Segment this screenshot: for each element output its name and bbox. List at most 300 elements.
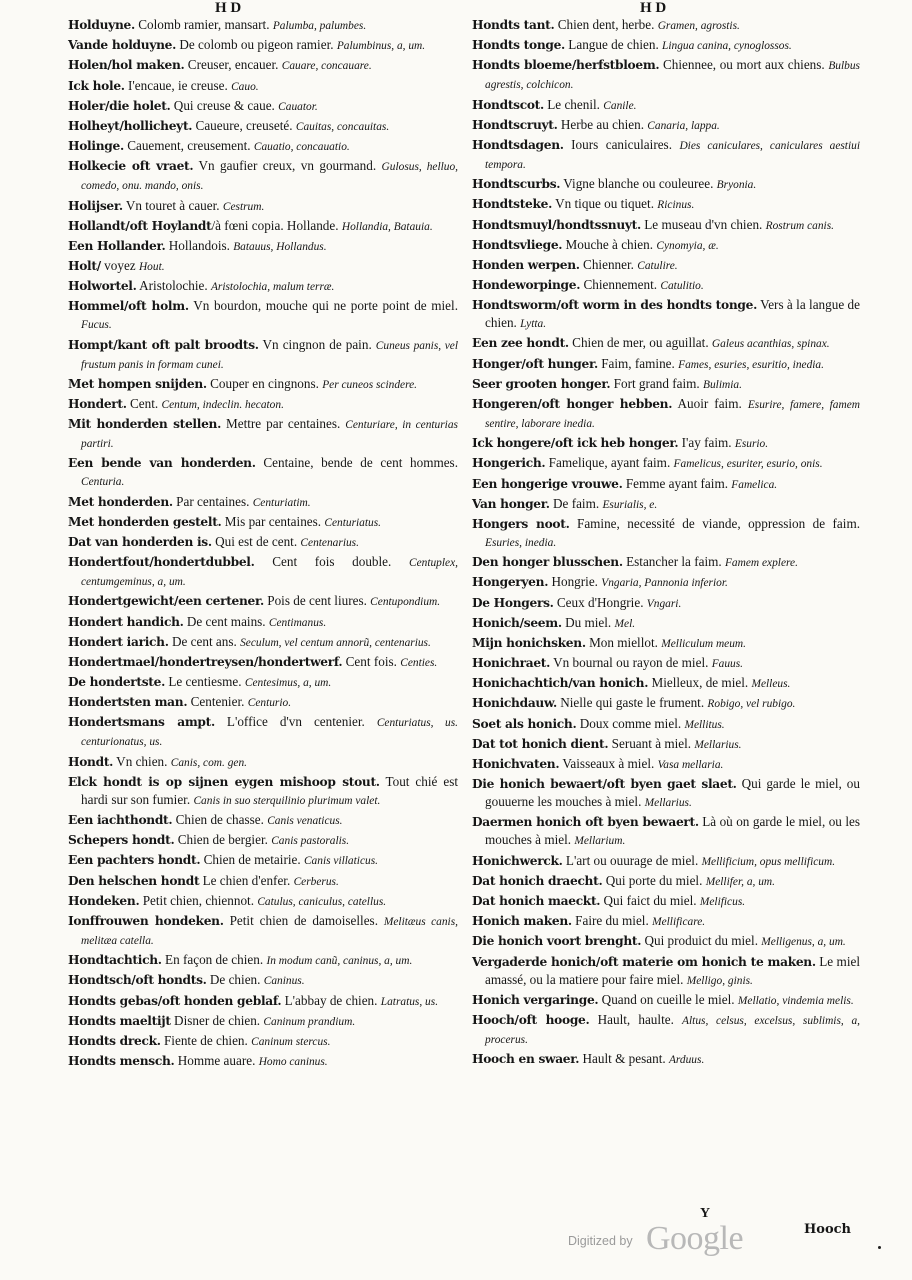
latin-gloss: Altus, celsus, excelsus, sublimis, a, procerus. xyxy=(485,1014,860,1046)
french-gloss: Chiennee, ou mort aux chiens. xyxy=(659,57,829,73)
latin-gloss: Famelica. xyxy=(731,478,778,491)
headword: Een hongerige vrouwe. xyxy=(472,476,623,491)
latin-gloss: Hollandia, Batauia. xyxy=(341,220,433,233)
dictionary-entry xyxy=(68,912,458,950)
dictionary-entry xyxy=(68,1052,458,1071)
dictionary-entry xyxy=(472,375,860,394)
headword: Holduyne. xyxy=(68,18,135,32)
dictionary-entry xyxy=(68,951,458,970)
dictionary-entry xyxy=(68,872,458,891)
french-gloss: Ceux d'Hongrie. xyxy=(553,594,647,610)
dictionary-entry xyxy=(68,137,458,156)
dictionary-entry xyxy=(68,673,458,692)
dictionary-entry xyxy=(68,336,458,374)
headword: Hondts mensch. xyxy=(68,1054,175,1069)
french-gloss: Hault, haulte. xyxy=(589,1011,683,1027)
french-gloss: Hollandois. xyxy=(165,237,234,253)
dictionary-entry xyxy=(68,971,458,990)
headword: Holen/hol maken. xyxy=(68,58,185,73)
latin-gloss: Vasa mellaria. xyxy=(657,759,724,771)
dictionary-entry xyxy=(472,434,860,453)
dictionary-entry xyxy=(68,513,458,532)
headword: Die honich voort brenght. xyxy=(472,934,642,949)
french-gloss: Du miel. xyxy=(561,614,615,630)
french-gloss: Colomb ramier, mansart. xyxy=(134,17,273,32)
latin-gloss: Vngari. xyxy=(646,597,682,610)
headword: Met honderden gestelt. xyxy=(68,514,222,529)
headword: Hondertgewicht/een certener. xyxy=(68,594,264,609)
latin-gloss: Cauator. xyxy=(278,100,318,113)
dictionary-entry xyxy=(68,633,458,652)
dictionary-entry xyxy=(472,674,860,693)
latin-gloss: Gramen, agrostis. xyxy=(657,20,740,32)
french-gloss: Mon miellot. xyxy=(585,634,662,650)
headword: Hondtsworm/oft worm in des hondts tonge. xyxy=(472,298,758,313)
headword: Hondtsteke. xyxy=(472,197,553,212)
dictionary-entry xyxy=(472,454,860,473)
latin-gloss: Centurio. xyxy=(247,697,292,710)
headword: Den helschen hondt xyxy=(68,873,200,888)
latin-gloss: Melificus. xyxy=(699,895,746,908)
latin-gloss: Melligo, ginis. xyxy=(686,974,753,987)
dictionary-entry xyxy=(68,851,458,870)
french-gloss: Chiennement. xyxy=(580,277,661,293)
headword: Hommel/oft holm. xyxy=(68,299,189,314)
french-gloss: Seruant à miel. xyxy=(608,735,695,751)
latin-gloss: Seculum, vel centum annorũ, centenarius. xyxy=(240,636,431,649)
latin-gloss: Centuriatus, us. centurionatus, us. xyxy=(81,717,458,749)
french-gloss: L'office d'vn centenier. xyxy=(214,714,377,730)
latin-gloss: Cynomyia, æ. xyxy=(656,239,719,252)
french-gloss: Vn cingnon de pain. xyxy=(258,336,376,352)
headword: Holwortel. xyxy=(68,279,137,294)
french-gloss: Vn bournal ou rayon de miel. xyxy=(550,655,712,671)
latin-gloss: Mellitus. xyxy=(684,718,725,731)
french-gloss: Mis par centaines. xyxy=(221,513,325,529)
latin-gloss: Bryonia. xyxy=(716,179,757,192)
latin-gloss: Canis, com. gen. xyxy=(170,756,247,769)
watermark-text: Digitized by xyxy=(568,1234,633,1248)
latin-gloss: Canis in suo sterquilinio plurimum valet. xyxy=(193,794,381,807)
french-gloss: Cent fois double. xyxy=(254,554,409,570)
french-gloss: Cauement, creusement. xyxy=(123,138,254,154)
french-gloss: Qui produict du miel. xyxy=(641,933,762,949)
dictionary-entry xyxy=(68,454,458,491)
headword: Hondtsch/oft hondts. xyxy=(68,973,207,988)
headword: Honden werpen. xyxy=(472,257,580,272)
headword: Holer/die holet. xyxy=(68,98,171,113)
dictionary-entry xyxy=(68,56,458,75)
dictionary-entry xyxy=(472,175,860,194)
latin-gloss: Catulire. xyxy=(637,259,678,272)
headword: Hondts dreck. xyxy=(68,1033,161,1048)
french-gloss: Estancher la faim. xyxy=(622,554,725,570)
headword: Hondts gebas/oft honden geblaf. xyxy=(68,993,282,1008)
french-gloss: Femme ayant faim. xyxy=(622,475,732,491)
latin-gloss: Galeus acanthias, spinax. xyxy=(711,338,830,351)
signature-mark: Y xyxy=(700,1206,711,1221)
french-gloss: Centenier. xyxy=(187,694,248,710)
headword: Den honger blusschen. xyxy=(472,555,623,570)
french-gloss: Famine, necessité de viande, oppression de faim. xyxy=(569,515,860,531)
dictionary-entry xyxy=(68,553,458,591)
dictionary-entry xyxy=(472,694,860,713)
dictionary-entry xyxy=(472,553,860,572)
headword: Hongerich. xyxy=(472,456,546,471)
latin-gloss: Famem explere. xyxy=(724,557,798,570)
french-gloss: En façon de chien. xyxy=(161,952,267,968)
headword: Met honderden. xyxy=(68,494,173,509)
french-gloss: Homme auare. xyxy=(174,1053,259,1069)
headword: Hondts maeltijt xyxy=(68,1013,171,1028)
headword: Ick hole. xyxy=(68,78,125,93)
dictionary-entry xyxy=(68,653,458,672)
headword: Mit honderden stellen. xyxy=(68,417,222,432)
french-gloss: Qui est de cent. xyxy=(211,533,301,549)
french-gloss: Vn touret à cauer. xyxy=(122,197,223,213)
french-gloss: Là où on garde le miel, ou les mouches à miel. xyxy=(485,814,860,848)
latin-gloss: Esurialis, e. xyxy=(602,498,658,511)
french-gloss: Qui faict du miel. xyxy=(600,892,700,908)
latin-gloss: Bulimia. xyxy=(703,378,742,391)
latin-gloss: Canis villaticus. xyxy=(303,855,378,868)
latin-gloss: Canile. xyxy=(603,99,637,112)
dictionary-entry xyxy=(472,573,860,592)
headword: Honichdauw. xyxy=(472,696,557,711)
french-gloss: Par centaines. xyxy=(172,493,253,509)
french-gloss: Le chien d'enfer. xyxy=(199,872,294,888)
headword: Dat tot honich dient. xyxy=(472,736,609,751)
headword: Een Hollander. xyxy=(68,238,166,253)
headword: Een pachters hondt. xyxy=(68,853,201,868)
right-column xyxy=(472,16,860,1070)
latin-gloss: Centuriare, in centurias partiri. xyxy=(81,419,458,451)
dictionary-entry xyxy=(68,157,458,195)
french-gloss: Mettre par centaines. xyxy=(221,416,346,432)
dictionary-entry xyxy=(472,296,860,333)
dictionary-entry xyxy=(68,36,458,55)
dictionary-entry xyxy=(472,136,860,174)
dictionary-entry xyxy=(68,831,458,850)
french-gloss: voyez xyxy=(100,258,139,274)
latin-gloss: Lingua canina, cynoglossos. xyxy=(662,40,792,53)
headword: Hondert. xyxy=(68,397,127,411)
french-gloss: Vn bourdon, mouche qui ne porte point de miel. xyxy=(188,298,458,314)
french-gloss: Iours caniculaires. xyxy=(563,136,680,152)
latin-gloss: Latratus, us. xyxy=(380,995,439,1008)
dictionary-entry xyxy=(68,592,458,611)
headword: Dat honich maeckt. xyxy=(472,893,601,908)
french-gloss: L'abbay de chien. xyxy=(281,992,381,1008)
headword: Hongeryen. xyxy=(472,575,549,590)
french-gloss: Langue de chien. xyxy=(565,37,663,53)
latin-gloss: Mel. xyxy=(614,617,636,630)
dictionary-entry xyxy=(68,533,458,552)
latin-gloss: Centum, indeclin. hecaton. xyxy=(161,399,284,411)
headword: Dat honich draecht. xyxy=(472,873,603,888)
french-gloss: L'art ou ouurage de miel. xyxy=(562,852,702,868)
dictionary-entry xyxy=(68,257,458,276)
headword: Ionffrouwen hondeken. xyxy=(68,913,224,928)
latin-gloss: Melleus. xyxy=(751,678,791,691)
french-gloss: Fort grand faim. xyxy=(610,375,704,391)
french-gloss: Qui creuse & caue. xyxy=(170,97,279,113)
dictionary-entry xyxy=(472,654,860,673)
ink-spot xyxy=(878,1246,881,1249)
headword: Daermen honich oft byen bewaert. xyxy=(472,815,699,830)
french-gloss: Cent fois. xyxy=(342,653,401,669)
headword: Hondtsmuyl/hondtssnuyt. xyxy=(472,217,641,232)
dictionary-entry xyxy=(68,693,458,712)
latin-gloss: Dies caniculares, caniculares aestiui tempora. xyxy=(485,139,860,171)
french-gloss: Petit chien de damoiselles. xyxy=(223,912,384,928)
headword: Mijn honichsken. xyxy=(472,635,586,650)
latin-gloss: Canis venaticus. xyxy=(267,815,343,827)
headword: Hooch en swaer. xyxy=(472,1052,580,1067)
french-gloss: Mouche à chien. xyxy=(562,236,657,252)
latin-gloss: Centuplex, centumgeminus, a, um. xyxy=(81,557,458,589)
dictionary-entry xyxy=(68,197,458,216)
latin-gloss: Cauo. xyxy=(231,80,259,93)
dictionary-entry xyxy=(68,1012,458,1031)
latin-gloss: Per cuneos scindere. xyxy=(322,378,417,391)
latin-gloss: Centesimus, a, um. xyxy=(244,677,332,690)
dictionary-entry xyxy=(472,334,860,353)
dictionary-entry xyxy=(472,236,860,255)
dictionary-entry xyxy=(472,16,860,35)
french-gloss: Couper en cingnons. xyxy=(206,375,323,391)
dictionary-entry xyxy=(472,276,860,295)
dictionary-entry xyxy=(68,117,458,136)
dictionary-entry xyxy=(472,355,860,374)
headword: De Hongers. xyxy=(472,595,554,610)
headword: Hondts tonge. xyxy=(472,38,565,53)
latin-gloss: Fucus. xyxy=(81,319,112,332)
french-gloss: Herbe au chien. xyxy=(557,116,648,132)
french-gloss: Le miel amassé, ou la matiere pour faire miel. xyxy=(485,953,860,987)
french-gloss: Disner de chien. xyxy=(170,1012,264,1028)
dictionary-entry xyxy=(472,216,860,235)
dictionary-entry xyxy=(472,515,860,552)
headword: Hondertsten man. xyxy=(68,695,188,710)
headword: Holkecie oft vraet. xyxy=(68,159,194,174)
watermark-logo: Google xyxy=(646,1220,744,1257)
latin-gloss: In modum canũ, caninus, a, um. xyxy=(266,955,413,968)
latin-gloss: Centupondium. xyxy=(370,596,441,609)
french-gloss: /à fœni copia. Hollande. xyxy=(211,217,342,233)
latin-gloss: Mellatio, vindemia melis. xyxy=(737,994,854,1007)
french-gloss: Hault & pesant. xyxy=(579,1051,669,1067)
french-gloss: Quand on cueille le miel. xyxy=(598,991,738,1007)
headword: Met hompen snijden. xyxy=(68,376,207,391)
latin-gloss: Arduus. xyxy=(668,1054,705,1067)
headword: Hondtsvliege. xyxy=(472,237,563,252)
headword: Een zee hondt. xyxy=(472,336,569,351)
headword: Hongeren/oft honger hebben. xyxy=(472,397,673,411)
french-gloss: Le museau d'vn chien. xyxy=(640,216,766,232)
dictionary-entry xyxy=(472,892,860,911)
dictionary-entry xyxy=(68,992,458,1011)
french-gloss: Doux comme miel. xyxy=(576,715,685,731)
dictionary-entry xyxy=(472,256,860,275)
headword: Schepers hondt. xyxy=(68,833,175,848)
latin-gloss: Homo caninus. xyxy=(258,1056,328,1069)
french-gloss: Petit chien, chiennot. xyxy=(139,892,258,908)
latin-gloss: Gulosus, helluo, comedo, onu. mando, onis. xyxy=(81,161,459,193)
dictionary-entry xyxy=(68,1032,458,1051)
dictionary-entry xyxy=(472,872,860,891)
dictionary-entry xyxy=(472,195,860,214)
dictionary-entry xyxy=(472,1050,860,1069)
headword: Hompt/kant oft palt broodts. xyxy=(68,337,259,352)
dictionary-entry xyxy=(68,16,458,35)
dictionary-entry xyxy=(68,811,458,830)
dictionary-entry xyxy=(472,912,860,931)
headword: Soet als honich. xyxy=(472,716,577,731)
headword: Honger/oft hunger. xyxy=(472,356,598,371)
headword: Hondts bloeme/herfstbloem. xyxy=(472,58,660,73)
dictionary-entry xyxy=(68,613,458,632)
french-gloss: I'ay faim. xyxy=(678,435,735,451)
dictionary-entry xyxy=(472,56,860,94)
headword: Vergaderde honich/oft materie om honich te maken. xyxy=(472,954,816,969)
headword: Van honger. xyxy=(472,496,550,511)
latin-gloss: Caninus. xyxy=(263,975,305,988)
french-gloss: Faire du miel. xyxy=(571,913,653,929)
latin-gloss: Canaria, lappa. xyxy=(647,119,720,132)
headword: Holt/ xyxy=(68,259,101,274)
dictionary-entry xyxy=(68,237,458,256)
latin-gloss: Fauus. xyxy=(711,658,744,671)
latin-gloss: Centuriatus. xyxy=(324,516,382,529)
headword: Hongers noot. xyxy=(472,516,570,531)
headword: Seer grooten honger. xyxy=(472,376,611,391)
dictionary-entry xyxy=(472,813,860,850)
latin-gloss: Cauare, concauare. xyxy=(281,60,372,73)
dictionary-entry xyxy=(472,953,860,990)
running-header-right: H D xyxy=(640,0,667,16)
dictionary-entry xyxy=(68,297,458,334)
latin-gloss: Esurio. xyxy=(734,438,769,451)
dictionary-entry xyxy=(472,634,860,653)
french-gloss: Chienner. xyxy=(579,256,638,272)
dictionary-entry xyxy=(68,415,458,453)
french-gloss: De chien. xyxy=(206,972,264,988)
french-gloss: Vn gaufier creux, vn gourmand. xyxy=(193,158,382,174)
french-gloss: Nielle qui gaste le frument. xyxy=(556,695,708,711)
latin-gloss: Centimanus. xyxy=(268,616,327,629)
headword: Hondtsdagen. xyxy=(472,137,564,152)
dictionary-entry xyxy=(472,116,860,135)
latin-gloss: Cauitas, concauitas. xyxy=(295,120,390,133)
running-header-left: H D xyxy=(215,0,242,16)
left-column xyxy=(68,16,458,1072)
headword: Honichvaten. xyxy=(472,757,560,771)
headword: Hollandt/oft Hoylandt xyxy=(68,218,212,233)
headword: Hondertsmans ampt. xyxy=(68,715,215,730)
dictionary-entry xyxy=(472,495,860,514)
french-gloss: I'encaue, ie creuse. xyxy=(124,77,232,93)
latin-gloss: Caninum stercus. xyxy=(251,1035,331,1048)
latin-gloss: Centuriatim. xyxy=(252,496,311,509)
french-gloss: Faim, famine. xyxy=(597,355,679,371)
latin-gloss: Esuries, inedia. xyxy=(485,536,557,549)
latin-gloss: Hout. xyxy=(138,261,165,274)
latin-gloss: Batauus, Hollandus. xyxy=(233,240,327,253)
latin-gloss: Melliculum meum. xyxy=(661,637,747,650)
headword: Honichachtich/van honich. xyxy=(472,676,649,691)
latin-gloss: Rostrum canis. xyxy=(765,219,835,232)
latin-gloss: Catulus, caniculus, catellus. xyxy=(257,895,387,908)
latin-gloss: Aristolochia, malum terræ. xyxy=(210,281,335,294)
latin-gloss: Melligenus, a, um. xyxy=(761,936,846,949)
french-gloss: Centaine, bende de cent hommes. xyxy=(255,455,458,471)
headword: Hondertmael/hondertreysen/hondertwerf. xyxy=(68,654,343,669)
french-gloss: Mielleux, de miel. xyxy=(648,675,752,691)
headword: Hondtachtich. xyxy=(68,953,162,968)
latin-gloss: Cauatio, concauatio. xyxy=(253,141,350,154)
french-gloss: Famelique, ayant faim. xyxy=(545,455,674,471)
french-gloss: Vaisseaux à miel. xyxy=(559,756,658,771)
french-gloss: De faim. xyxy=(549,495,603,511)
dictionary-entry xyxy=(472,1011,860,1049)
french-gloss: De cent ans. xyxy=(168,633,241,649)
latin-gloss: Centenarius. xyxy=(300,536,359,549)
latin-gloss: Mellifer, a, um. xyxy=(705,875,775,888)
latin-gloss: Caninum prandium. xyxy=(263,1015,356,1028)
dictionary-entry xyxy=(472,594,860,613)
latin-gloss: Vngaria, Pannonia inferior. xyxy=(601,577,728,590)
latin-gloss: Cerberus. xyxy=(293,875,339,888)
french-gloss: Vn tique ou tiquet. xyxy=(552,196,658,212)
french-gloss: Caueure, creuseté. xyxy=(192,117,296,133)
headword: Hondtscruyt. xyxy=(472,117,558,132)
headword: Hondtscurbs. xyxy=(472,177,561,192)
french-gloss: Aristolochie. xyxy=(136,278,211,294)
dictionary-entry xyxy=(68,77,458,96)
french-gloss: Vn chien. xyxy=(113,753,171,769)
french-gloss: Chien de mer, ou aguillat. xyxy=(568,335,712,351)
dictionary-entry xyxy=(68,395,458,414)
dictionary-entry xyxy=(472,96,860,115)
headword: Honich maken. xyxy=(472,914,572,929)
dictionary-entry xyxy=(68,277,458,296)
dictionary-entry xyxy=(68,217,458,236)
dictionary-entry xyxy=(68,892,458,911)
dictionary-entry xyxy=(472,715,860,734)
french-gloss: Fiente de chien. xyxy=(160,1032,252,1048)
headword: Hondertfout/hondertdubbel. xyxy=(68,555,255,570)
latin-gloss: Centies. xyxy=(400,656,438,669)
french-gloss: Chien de metairie. xyxy=(200,852,304,868)
dictionary-entry xyxy=(68,773,458,810)
latin-gloss: Palumbinus, a, um. xyxy=(336,40,426,53)
headword: Holijser. xyxy=(68,198,123,213)
latin-gloss: Bulbus agrestis, colchicon. xyxy=(485,60,860,92)
french-gloss: Auoir faim. xyxy=(672,396,748,411)
latin-gloss: Melitæus canis, melitæa catella. xyxy=(81,915,458,947)
latin-gloss: Cuneus panis, vel frustum panis in formam cunei. xyxy=(81,339,458,371)
french-gloss: Qui porte du miel. xyxy=(602,872,706,888)
latin-gloss: Palumba, palumbes. xyxy=(272,20,367,32)
headword: Hondtscot. xyxy=(472,97,544,112)
dictionary-entry xyxy=(68,375,458,394)
french-gloss: Vers à la langue de chien. xyxy=(485,297,860,331)
latin-gloss: Esurire, famere, famem sentire, laborare inedia. xyxy=(485,399,860,430)
french-gloss: Pois de cent liures. xyxy=(263,593,371,609)
headword: Honich vergaringe. xyxy=(472,992,599,1007)
latin-gloss: Mellificium, opus mellificum. xyxy=(701,855,836,868)
